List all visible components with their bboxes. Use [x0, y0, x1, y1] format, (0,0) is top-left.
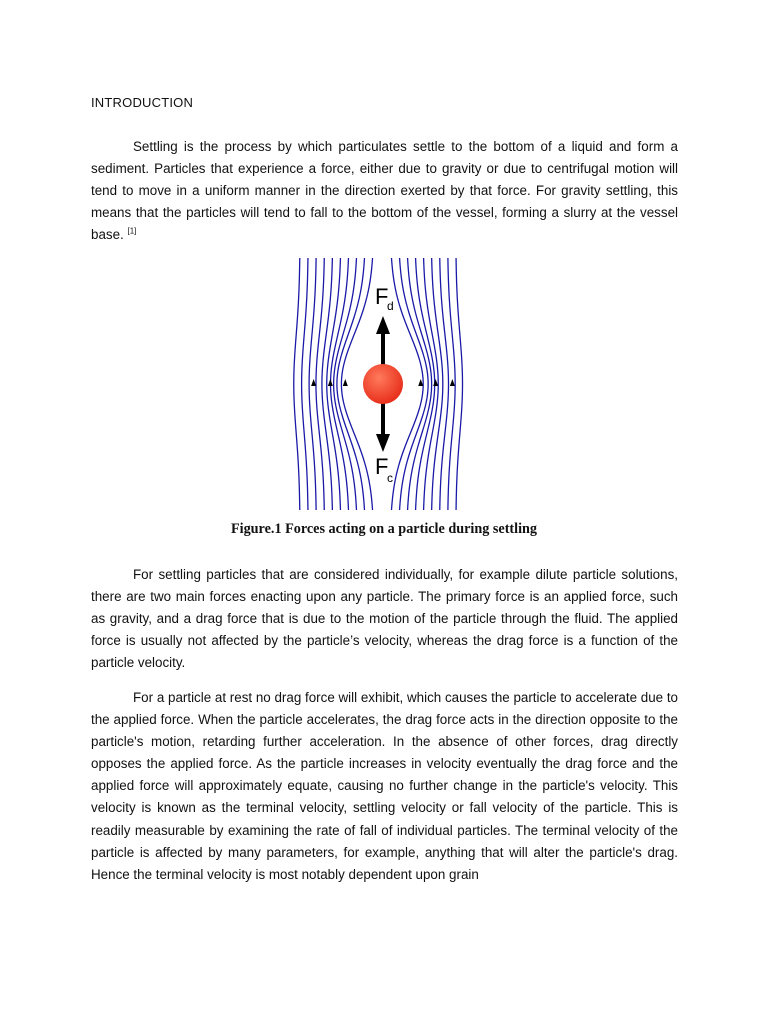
- streamline: [294, 258, 300, 510]
- flow-arrowhead: [433, 379, 438, 386]
- figure-caption: Figure.1 Forces acting on a particle during settling: [230, 521, 538, 537]
- paragraph-3: For a particle at rest no drag force will exhibit, which causes the particle to accelerate due to the applied force. When the particle accelerates, the drag force acts in the direction opposite to the particle's motion, retarding further acceleration. In the absence of other forces, drag directly opposes the applied force. As the particle increases in velocity eventually the drag force and the applied force will approximately equate, causing no further change in the particle's velocity. This velocity is known as the terminal velocity, settling velocity or fall velocity of the particle. This is readily measurable by examining the rate of fall of individual particles. The terminal velocity of the particle is affected by many parameters, for example, anything that will alter the particle's drag. Hence the terminal velocity is most notably dependent upon grain: [91, 690, 678, 882]
- paragraph-2: For settling particles that are considered individually, for example dilute particle solutions, there are two main forces enacting upon any particle. The primary force is an applied force, such as gravity, and a drag force that is due to the motion of the particle through the fluid. The applied force is usually not affected by the particle’s velocity, whereas the drag force is a function of the particle velocity.: [91, 567, 678, 671]
- citation-marker: [1]: [127, 226, 137, 236]
- flow-arrowhead: [450, 379, 455, 386]
- particle: [363, 364, 403, 404]
- streamline: [302, 258, 308, 510]
- paragraph-1-text: Settling is the process by which particulates settle to the bottom of a liquid and form a sediment. Particles that experience a force, either due to gravity or due to centrifugal motion will tend to move in a uniform manner in the direction exerted by that force. For gravity settling, this means that the particles will tend to fall to the bottom of the vessel, forming a slurry at the vessel base.: [91, 139, 678, 243]
- figure-settling-forces: [290, 258, 470, 512]
- gravity-force-subscript: c: [387, 471, 393, 485]
- gravity-force-label: F: [375, 454, 389, 479]
- streamline: [400, 258, 429, 510]
- streamline: [456, 258, 462, 510]
- flow-arrowhead: [328, 379, 333, 386]
- gravity-force-arrowhead: [376, 434, 390, 452]
- drag-force-arrowhead: [376, 316, 390, 334]
- streamline-diagram: [290, 258, 470, 512]
- flow-arrowhead: [343, 379, 348, 386]
- paragraph-1: [91, 136, 678, 246]
- section-heading: INTRODUCTION: [91, 95, 194, 110]
- drag-force-subscript: d: [387, 299, 394, 313]
- drag-force-label: F: [375, 284, 389, 309]
- streamline: [440, 258, 449, 510]
- streamline: [316, 258, 324, 510]
